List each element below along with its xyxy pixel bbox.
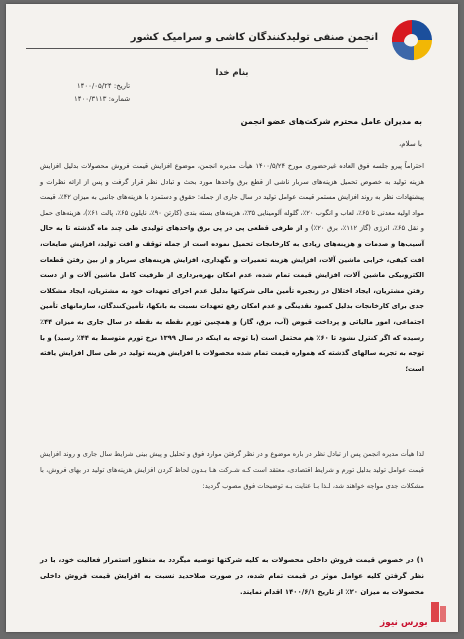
letter-paragraph-1 xyxy=(40,159,424,377)
letter-number: شماره: ۱۴۰۰/۳۱۱۳ xyxy=(74,95,131,103)
header-rule xyxy=(26,48,368,49)
letter-date: تاریخ: ۱۴۰۰/۰۵/۲۴ xyxy=(76,82,131,90)
letter-meta xyxy=(74,80,130,106)
letter-resolution: ۱) در خصوص قیمت فروش داخلی محصولات به کلیه شرکتها توصیه میگردد به منظور استمرار فعالیت خود، با در نظر گرفتن کلیه عوامل موثر در قیمت تمام شده، در صورت صلاحدید نسبت به افزایش قیمت فروش داخلی محصولات به میزان ۲۰٪ از تاریخ ۱۴۰۰/۶/۱ اقدام نمایند. xyxy=(40,556,424,596)
association-logo-icon xyxy=(386,12,440,66)
letter-page xyxy=(6,4,458,632)
letter-paragraph-2: لذا هیأت مدیره انجمن پس از تبادل نظر در باره موضوع و در نظر گرفتن موارد فوق و تحلیل و پیش بینی شرایط سال جاری و روند افزایش قیمت عوامل تولید بدلیل تورم و شرایط اقتصادی، معتقد است کـه شـرکت هـا بـدون لحاظ کردن افزایش هزینه‌های تولید در بهای فروش، با مشکلات جدی مواجه خواهند شد، لـذا بـا عنایت بـه توضیحات فوق مصوب گردید: xyxy=(40,450,424,490)
stamp-mark-icon xyxy=(428,600,450,624)
paragraph-1-normal: احتراماً پیرو جلسه فوق العاده غیرحضوری مورخ ۱۴۰۰/۵/۲۴ هیأت مدیره انجمن، موضوع افزایش قیمت فروش محصولات بدلیل افزایش هزینه تولید به خصوص تحمیل هزینه‌های سربار ناشی از قطع برق واحدها مورد بحث و تبادل نظر قرار گرفت و پس از ارائه نظرات و پیشنهادات نظر به روند افزایش مستمر قیمت عوامل تولید در سال جاری از جمله: حقوق و دستمزد با هزینه‌های جانبی به میزان ۴۲٪، قیمت مواد اولیه معدنی تا ۶۵٪، لعاب و انگوب ۲۰٪، گلوله آلومینایی ۳۵٪، هزینه‌های بسته بندی (کارتن ۹۰٪، نایلون ۶۵٪، پالت ۶۱٪)، هزینه‌های حمل و نقل ۶۵٪، انرژی (گاز ۱۱۲٪، برق ۲۰٪) و xyxy=(40,162,425,233)
source-watermark: بورس نیوز xyxy=(380,618,428,628)
paragraph-1-bold: از طرفی قطعی پی در پی برق واحدهای تولیدی طی چند ماه گذشته تا به حال آسیب‌ها و صدمات و هزینه‌های زیادی به کارخانجات تحمیل نموده است از جمله توقف و افت تولید، افزایش ضایعات، افت کیفی، خرابی ماشین آلات، افزایش هزینه تعمیرات و نگهداری، افزایش هزینه‌های سربار و از بین رفتن قطعات الکترونیکی ماشین آلات، افزایش قیمت تمام شده، عدم امکان بهره‌برداری از ظرفیت کامل ماشین آلات و از دست رفتن مشتریان، ایجاد اختلال در زنجیره تأمین مالی شرکتها بدلیل عدم اجرای تعهدات خود به مشتریان، ایجاد مشکلات جدی برای کارخانجات بدلیل کمبود نقدینگی و عدم امکان رفع تعهدات نسبت به بانکها، تأمین‌کنندگان، سازمانهای تأمین اجتماعی، امور مالیاتی و پرداخت قبوض (آب، برق، گاز) و همچنین تورم نقطه به نقطه در سال جاری به میزان ۴۴٪ رسیده که اگر کنترل نشود تا ۶۰٪ هم محتمل است (با توجه به اینکه در سال ۱۳۹۹ نرخ تورم متوسط به ۴۴٪ رسید) و با توجه به تجربه سالهای گذشته که همواره قیمت تمام شده محصولات با افزایش هزینه تولید در طی سال افزایش یافته است؛ xyxy=(40,224,424,373)
basmala: بنام خدا xyxy=(215,68,249,78)
letter-addressee: به مدیران عامل محترم شرکت‌های عضو انجمن xyxy=(240,117,422,126)
organization-name: انجمن صنفی تولیدکنندگان کاشی و سرامیک کشور xyxy=(130,32,378,43)
letter-greeting: با سلام، xyxy=(399,140,422,148)
